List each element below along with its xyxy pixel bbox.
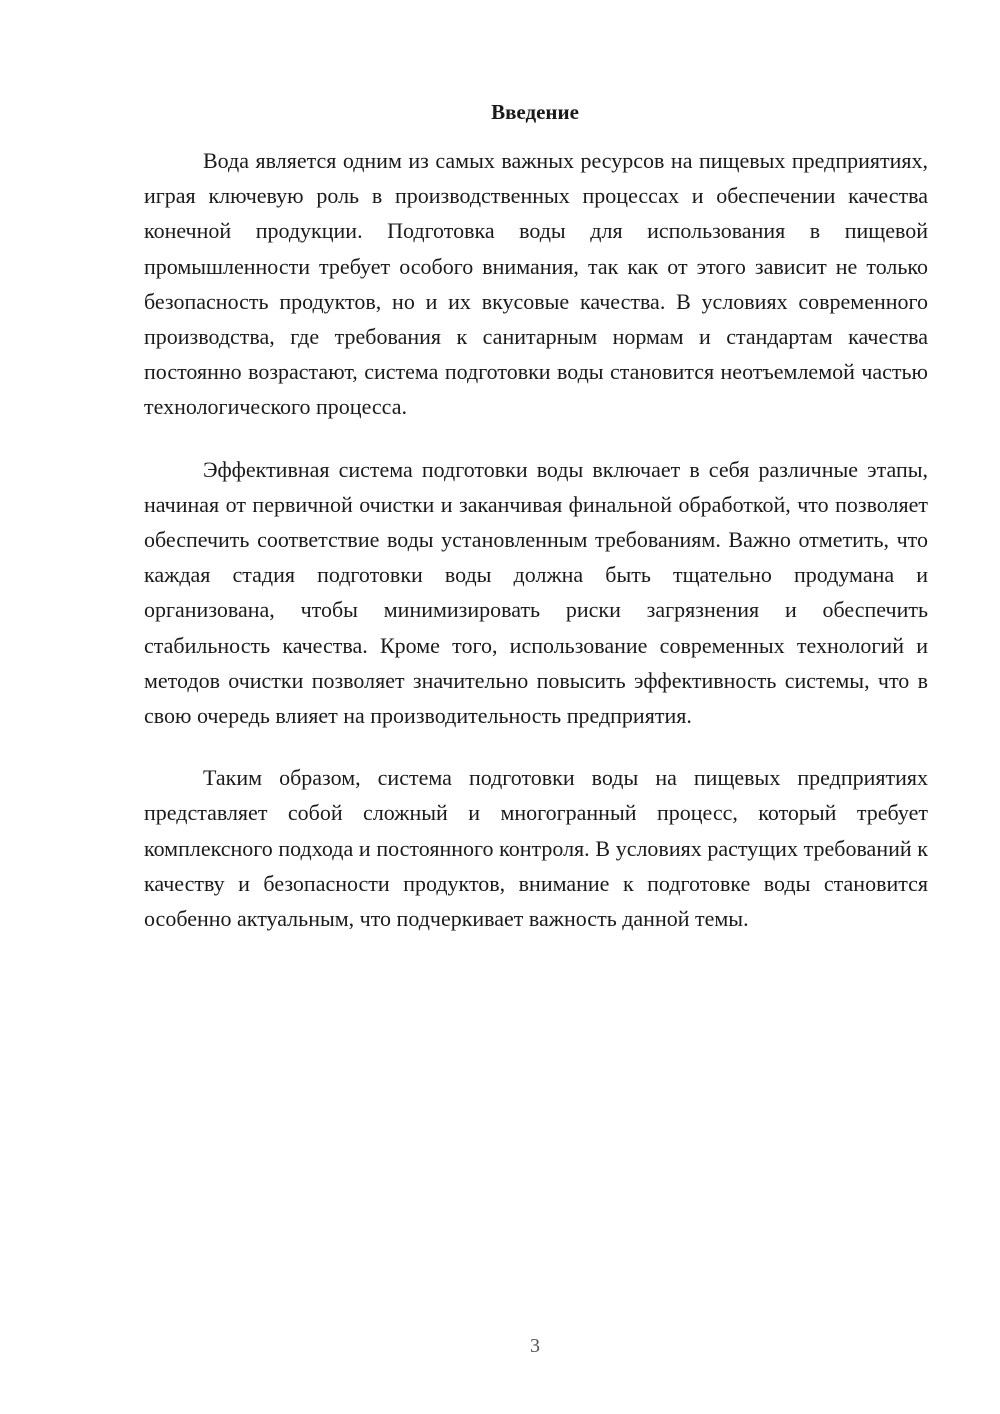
paragraph-1: Вода является одним из самых важных ресурсов на пищевых предприятиях, играя ключевую роль в производственных процессах и обеспечении качества конечной продукции. Подготовка воды для использования в пищевой промышленности требует особого внимания, так как от этого зависит не только безопасность продуктов, но и их вкусовые качества. В условиях современного производства, где требования к санитарным нормам и стандартам качества постоянно возрастают, система подготовки воды становится неотъемлемой частью технологического процесса. bbox=[144, 148, 928, 420]
section-title: Введение bbox=[491, 100, 579, 124]
page-number: 3 bbox=[530, 1335, 540, 1357]
body-text bbox=[144, 143, 928, 963]
paragraph-2: Эффективная система подготовки воды включает в себя различные этапы, начиная от первичной очистки и заканчивая финальной обработкой, что позволяет обеспечить соответствие воды установленным требованиям. Важно отметить, что каждая стадия подготовки воды должна быть тщательно продумана и организована, чтобы минимизировать риски загрязнения и обеспечить стабильность качества. Кроме того, использование современных технологий и методов очистки позволяет значительно повысить эффективность системы, что в свою очередь влияет на производительность предприятия. bbox=[144, 456, 928, 729]
paragraph-3: Таким образом, система подготовки воды на пищевых предприятиях представляет собой сложный и многогранный процесс, который требует комплексного подхода и постоянного контроля. В условиях растущих требований к качеству и безопасности продуктов, внимание к подготовке воды становится особенно актуальным, что подчеркивает важность данной темы. bbox=[144, 765, 928, 932]
